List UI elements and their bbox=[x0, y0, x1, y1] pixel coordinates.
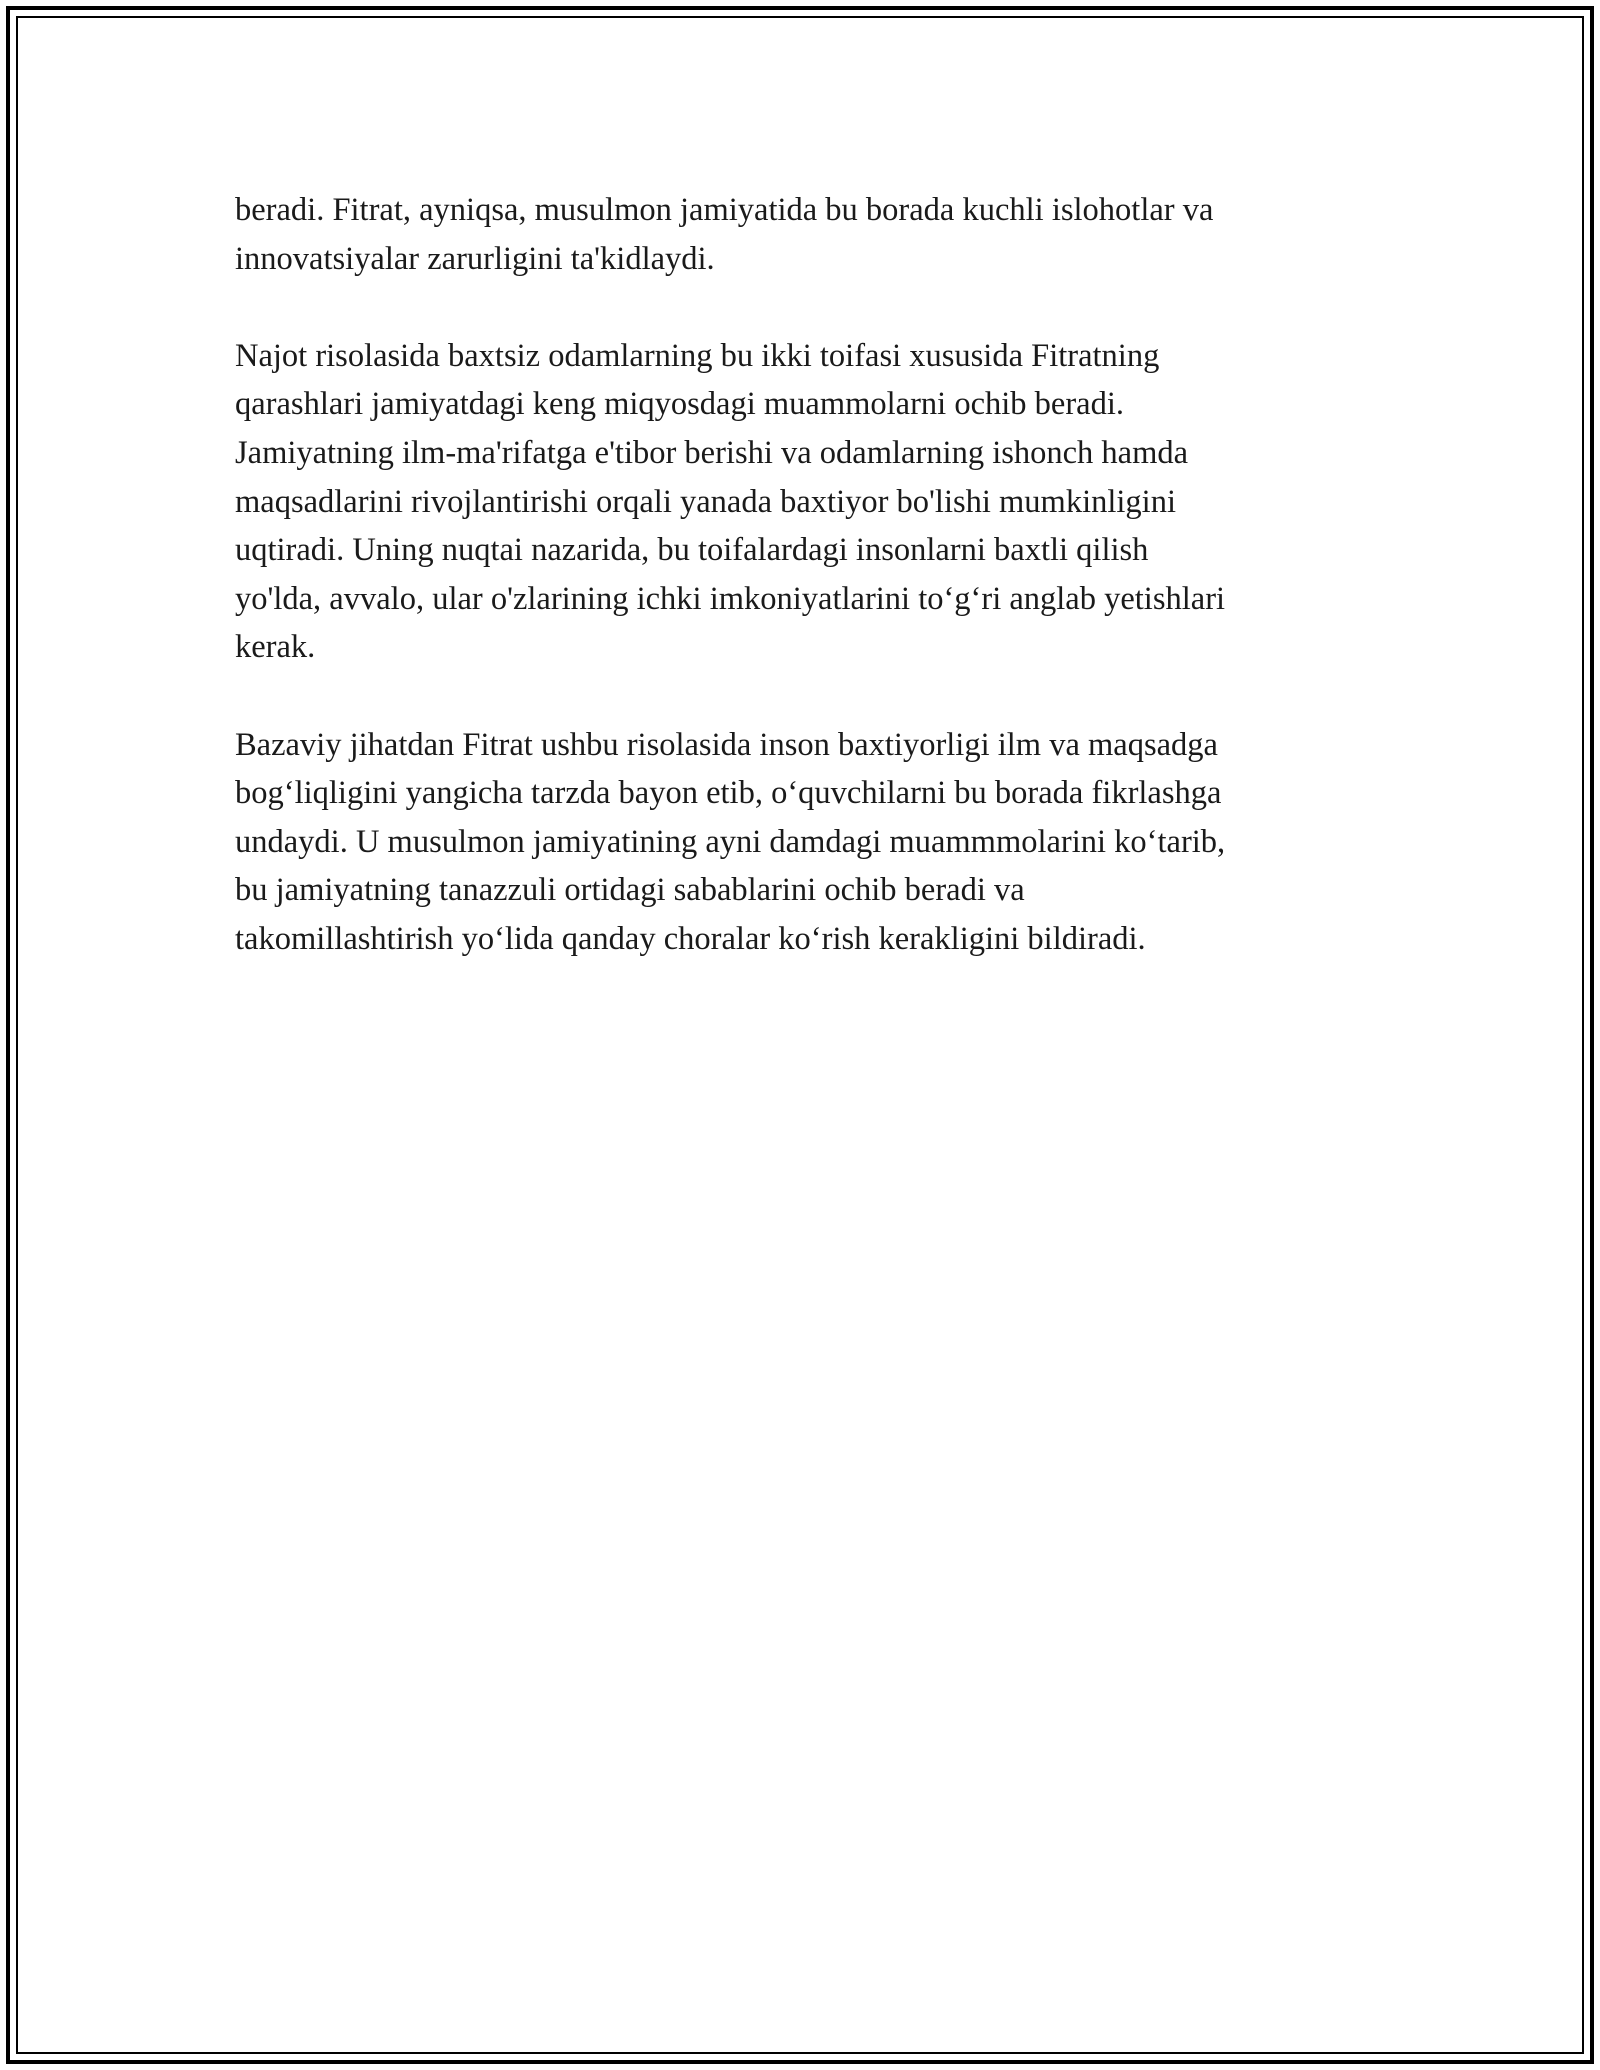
document-body bbox=[235, 186, 1395, 1012]
paragraph-3: Bazaviy jihatdan Fitrat ushbu risolasida inson baxtiyorligi ilm va maqsadga bog‘liqligini yangicha tarzda bayon etib, o‘quvchilarni bu borada fikrlashga undaydi. U musulmon jamiyatining ayni damdagi muammmolarini ko‘tarib, bu jamiyatning tanazzuli ortidagi sabablarini ochib beradi va takomillashtirish yo‘lida qanday choralar ko‘rish kerakligini bildiradi. bbox=[235, 726, 1226, 957]
paragraph-1: beradi. Fitrat, ayniqsa, musulmon jamiyatida bu borada kuchli islohotlar va innovatsiyalar zarurligini ta'kidlaydi. bbox=[235, 192, 1214, 277]
paragraph-2: Najot risolasida baxtsiz odamlarning bu ikki toifasi xususida Fitratning qarashlari jamiyatdagi keng miqyosdagi muammolarni ochib beradi. Jamiyatning ilm-ma'rifatga e'tibor berishi va odamlarning ishonch hamda maqsadlarini rivojlantirishi orqali yanada baxtiyor bo'lishi mumkinligini uqtiradi. Uning nuqtai nazarida, bu toifalardagi insonlarni baxtli qilish yo'lda, avvalo, ular o'zlarining ichki imkoniyatlarini to‘g‘ri anglab yetishlari kerak. bbox=[235, 337, 1226, 666]
